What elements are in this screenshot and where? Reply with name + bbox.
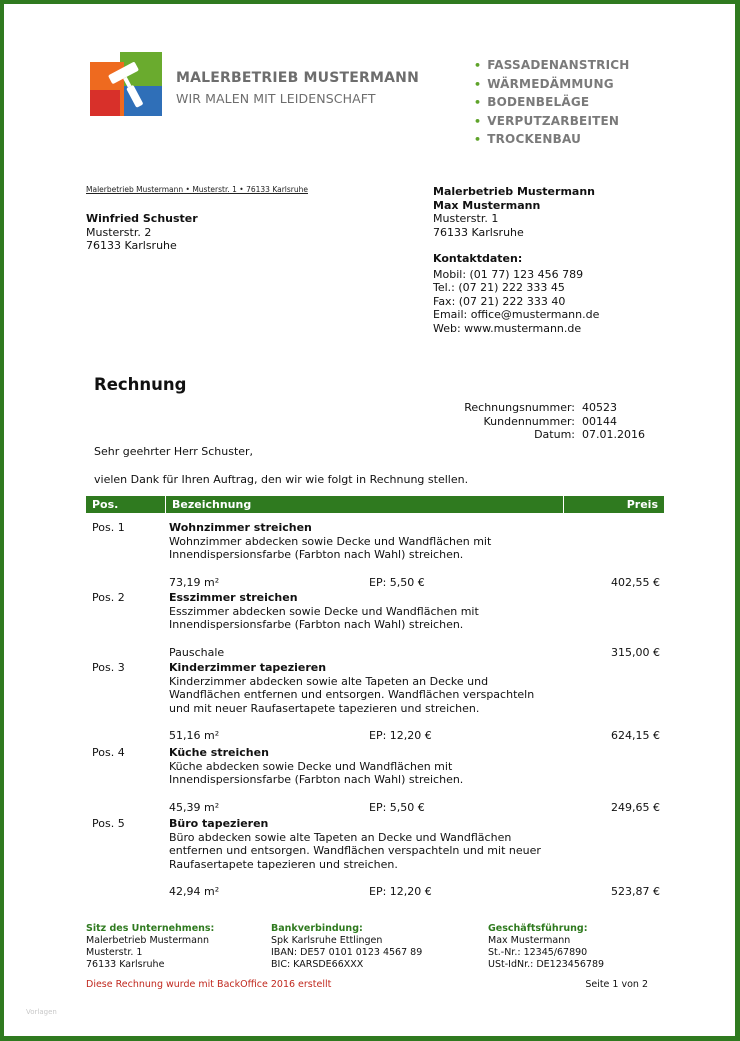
page-number: Seite 1 von 2 [585, 979, 648, 990]
service-label: WÄRMEDÄMMUNG [487, 76, 614, 91]
header-pos: Pos. [92, 498, 119, 511]
footer-management-line: USt-IdNr.: DE123456789 [488, 959, 605, 970]
item-description-line: Innendispersionsfarbe (Farbton nach Wahl) streichen. [169, 618, 464, 631]
service-item [474, 56, 630, 75]
bullet-icon: • [474, 133, 482, 146]
salutation: Sehr geehrter Herr Schuster, [94, 445, 254, 458]
service-label: FASSADENANSTRICH [487, 58, 630, 72]
table-header [86, 496, 664, 513]
recipient-city: 76133 Karlsruhe [86, 239, 177, 252]
footer-bank-line: IBAN: DE57 0101 0123 4567 89 [271, 947, 423, 958]
item-description-line: und mit neuer Raufasertapete tapezieren und streichen. [169, 701, 480, 715]
item-unit-price: EP: 12,20 € [369, 885, 432, 898]
item-quantity: Pauschale [169, 645, 225, 659]
header-preis: Preis [626, 498, 658, 511]
item-unit-price: EP: 12,20 € [369, 729, 432, 742]
item-description-line: Esszimmer abdecken sowie Decke und Wandflächen mit [169, 604, 479, 618]
footer-seat [86, 923, 214, 971]
company-slogan: WIR MALEN MIT LEIDENSCHAFT [176, 91, 376, 106]
item-unit-price: EP: 5,50 € [369, 575, 425, 589]
contact-title: Kontaktdaten: [433, 252, 523, 265]
item-title: Kinderzimmer tapezieren [169, 661, 327, 674]
sender-city: 76133 Karlsruhe [433, 225, 524, 239]
footer-bank-line: BIC: KARSDE66XXX [271, 959, 364, 970]
service-label: BODENBELÄGE [487, 95, 590, 109]
footer-seat-line: Musterstr. 1 [86, 947, 143, 958]
item-price: 624,15 € [611, 729, 660, 742]
sender-company: Malerbetrieb Mustermann [433, 185, 595, 198]
sender-address-line: Malerbetrieb Mustermann • Musterstr. 1 • 76133 Karlsruhe [86, 185, 308, 194]
item-description [169, 675, 589, 716]
position-number: Pos. 4 [92, 746, 125, 759]
service-item [474, 93, 630, 112]
footer-management-line: St.-Nr.: 12345/67890 [488, 947, 588, 958]
footer-management-line: Max Mustermann [488, 935, 571, 946]
created-with-note: Diese Rechnung wurde mit BackOffice 2016 erstellt [86, 979, 332, 990]
header-divider [165, 496, 166, 513]
header-bezeichnung: Bezeichnung [172, 498, 252, 511]
sender-person: Max Mustermann [433, 198, 541, 212]
item-description-line: Kinderzimmer abdecken sowie alte Tapeten an Decke und [169, 674, 489, 688]
recipient-name: Winfried Schuster [86, 212, 198, 225]
item-title: Esszimmer streichen [169, 591, 298, 604]
service-label: VERPUTZARBEITEN [487, 113, 620, 128]
footer-seat-line: 76133 Karlsruhe [86, 959, 165, 970]
recipient-address [86, 212, 198, 253]
intro-text: vielen Dank für Ihren Auftrag, den wir wie folgt in Rechnung stellen. [94, 473, 469, 486]
footer-management [488, 923, 604, 971]
item-description [169, 831, 589, 872]
bullet-icon: • [474, 59, 482, 72]
contact-mobile: Mobil: (01 77) 123 456 789 [433, 267, 584, 281]
contact-web: Web: www.mustermann.de [433, 321, 582, 335]
item-description-line: Wandflächen entfernen und entsorgen. Wandflächen verspachteln [169, 688, 535, 701]
invoice-meta [404, 401, 645, 442]
item-description-line: Raufasertapete tapezieren und streichen. [169, 857, 398, 871]
service-item [474, 75, 630, 94]
company-name: MALERBETRIEB MUSTERMANN [176, 70, 419, 86]
customer-number: 00144 [582, 414, 617, 428]
service-item [474, 130, 630, 149]
invoice-number: 40523 [582, 401, 617, 414]
customer-number-label: Kundennummer: [483, 414, 575, 428]
contact-email: Email: office@mustermann.de [433, 308, 600, 321]
invoice-page [4, 4, 735, 1036]
paint-roller-logo [90, 52, 162, 116]
invoice-number-label: Rechnungsnummer: [464, 401, 575, 414]
item-quantity: 51,16 m² [169, 729, 220, 742]
item-description-line: Küche abdecken sowie Decke und Wandflächen mit [169, 759, 453, 773]
invoice-title: Rechnung [94, 375, 187, 394]
item-title: Küche streichen [169, 746, 269, 759]
item-unit-price: EP: 5,50 € [369, 800, 425, 814]
item-price: 315,00 € [611, 645, 660, 659]
services-list [474, 56, 630, 149]
footer-management-title: Geschäftsführung: [488, 923, 588, 934]
service-item [474, 112, 630, 131]
item-quantity: 45,39 m² [169, 800, 220, 814]
position-number: Pos. 5 [92, 817, 125, 830]
item-price: 402,55 € [611, 575, 660, 589]
header-divider [563, 496, 564, 513]
service-label: TROCKENBAU [487, 132, 582, 146]
watermark: Vorlagen [26, 1008, 57, 1016]
footer-bank-title: Bankverbindung: [271, 923, 363, 934]
bullet-icon: • [474, 77, 482, 91]
invoice-date: 07.01.2016 [582, 428, 645, 441]
item-title: Büro tapezieren [169, 817, 269, 830]
item-price: 523,87 € [611, 885, 660, 898]
sender-street: Musterstr. 1 [433, 212, 499, 225]
item-description-line: Innendispersionsfarbe (Farbton nach Wahl) streichen. [169, 548, 464, 561]
item-quantity: 73,19 m² [169, 575, 220, 589]
bullet-icon: • [474, 96, 482, 109]
item-description-line: Wohnzimmer abdecken sowie Decke und Wandflächen mit [169, 534, 492, 548]
item-description [169, 605, 589, 632]
contact-fax: Fax: (07 21) 222 333 40 [433, 294, 566, 308]
sender-contact-block [433, 185, 599, 335]
item-quantity: 42,94 m² [169, 885, 220, 898]
footer-bank [271, 923, 422, 971]
recipient-street: Musterstr. 2 [86, 225, 152, 239]
contact-phone: Tel.: (07 21) 222 333 45 [433, 281, 565, 294]
item-description [169, 760, 589, 787]
invoice-date-label: Datum: [534, 428, 575, 441]
item-description [169, 535, 589, 562]
bullet-icon: • [474, 114, 482, 128]
footer-bank-line: Spk Karlsruhe Ettlingen [271, 935, 383, 946]
item-description-line: Büro abdecken sowie alte Tapeten an Decke und Wandflächen [169, 830, 512, 844]
item-price: 249,65 € [611, 800, 660, 814]
position-number: Pos. 3 [92, 661, 125, 674]
item-title: Wohnzimmer streichen [169, 521, 312, 534]
item-description-line: Innendispersionsfarbe (Farbton nach Wahl) streichen. [169, 773, 464, 786]
footer-seat-title: Sitz des Unternehmens: [86, 923, 215, 934]
footer-seat-line: Malerbetrieb Mustermann [86, 935, 210, 946]
item-description-line: entfernen und entsorgen. Wandflächen verspachteln und mit neuer [169, 844, 541, 857]
position-number: Pos. 2 [92, 591, 125, 604]
position-number: Pos. 1 [92, 521, 125, 534]
